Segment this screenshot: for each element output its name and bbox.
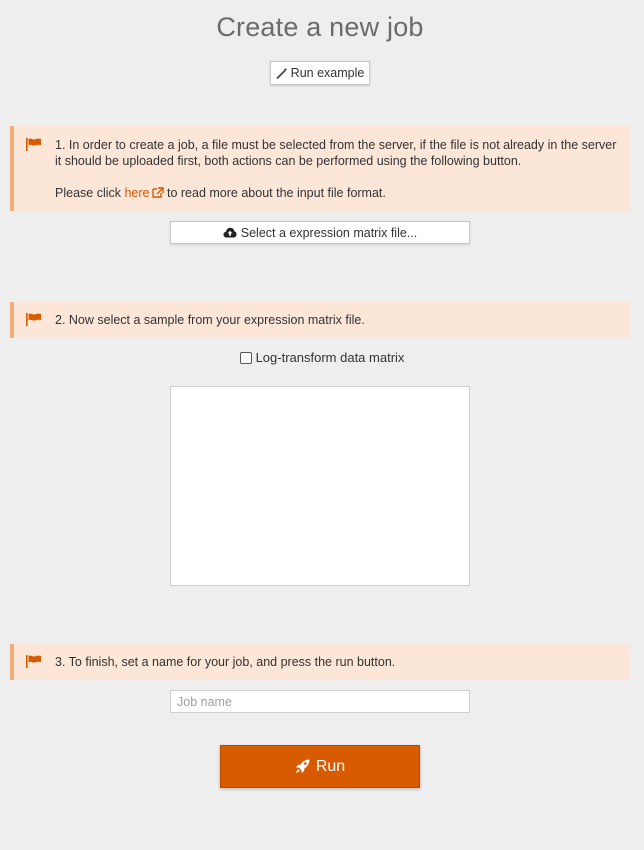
step1-alert	[10, 126, 630, 211]
step1-text: 1. In order to create a job, a file must be selected from the server, if the file is not already in the server it should be uploaded first, both actions can be performed using the following button.	[55, 138, 617, 168]
step1-more-prefix: Please click	[55, 186, 121, 200]
step3-text: 3. To finish, set a name for your job, and press the run button.	[55, 655, 396, 669]
run-button-label: Run	[315, 757, 346, 775]
step2-alert	[10, 302, 630, 338]
step1-more-info	[55, 185, 618, 201]
page-title: Create a new job	[216, 12, 424, 42]
run-example-button[interactable]	[270, 61, 370, 85]
run-example-label: Run example	[290, 66, 365, 80]
log-transform-option[interactable]	[0, 350, 644, 365]
input-format-link[interactable]	[124, 186, 163, 200]
log-transform-label: Log-transform data matrix	[255, 350, 405, 365]
flag-icon	[26, 655, 42, 668]
flag-icon	[26, 313, 42, 326]
step1-more-suffix: to read more about the input file format.	[167, 186, 386, 200]
input-format-link-label: here	[124, 186, 150, 200]
log-transform-checkbox[interactable]	[240, 352, 252, 364]
select-matrix-file-label: Select a expression matrix file...	[240, 225, 418, 240]
step2-text: 2. Now select a sample from your expression matrix file.	[55, 313, 365, 327]
sample-select-list[interactable]	[170, 386, 470, 586]
cloud-upload-icon	[223, 227, 237, 238]
job-name-input[interactable]	[170, 690, 470, 713]
external-link-icon	[152, 187, 164, 198]
select-matrix-file-button[interactable]	[170, 221, 470, 244]
step3-alert	[10, 644, 630, 680]
flag-icon	[26, 138, 42, 151]
magic-wand-icon	[276, 67, 288, 79]
run-button[interactable]	[220, 745, 420, 788]
rocket-icon	[295, 759, 310, 774]
